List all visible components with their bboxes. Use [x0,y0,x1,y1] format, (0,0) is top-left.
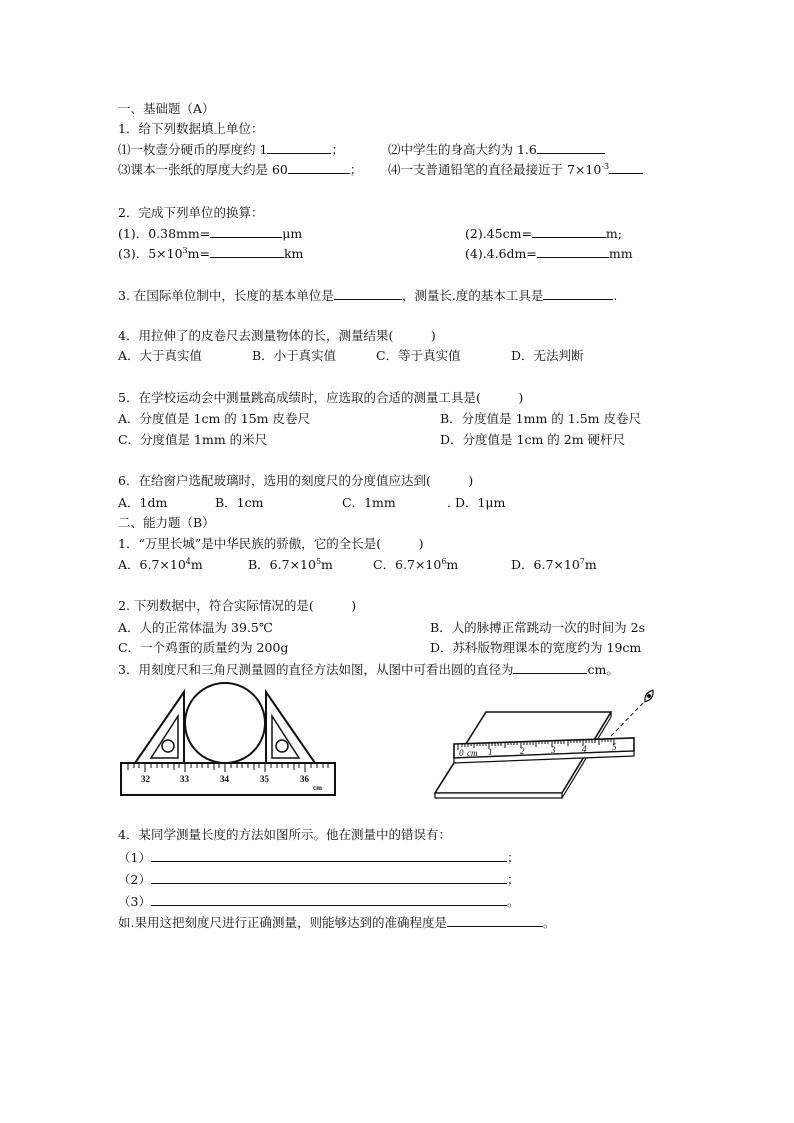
qb4-blank4[interactable] [447,914,543,927]
qb2-option-c: C．一个鸡蛋的质量约为 200g [118,640,289,655]
q2-b-blank[interactable] [532,225,606,238]
qb2-stem: 2. 下列数据中，符合实际情况的是( ) [118,598,357,613]
q3-blank2[interactable] [543,287,613,300]
qb4-stem: 4．某同学测量长度的方法如图所示。他在测量中的错误有： [118,827,451,842]
q2-b: (2).45cm= m; [465,226,622,241]
tick-35: 35 [260,774,269,784]
q4-option-c: C．等于真实值 [376,348,461,363]
section-b-title: 二、能力题（B） [118,515,215,530]
qb4-blank2[interactable] [151,871,507,884]
q4-option-a: A．大于真实值 [118,348,203,363]
qb4-blank1[interactable] [151,849,507,862]
q2-d-blank[interactable] [537,245,609,258]
ruler-measurement-figure [428,686,658,801]
q4-option-d: D．无法判断 [511,348,584,363]
q5-option-b: B．分度值是 1mm 的 1.5m 皮卷尺 [440,411,641,426]
tick-32: 32 [141,774,150,784]
q5-stem: 5．在学校运动会中测量跳高成绩时，应选取的合适的测量工具是( ) [118,390,524,405]
q1-p2: ⑵中学生的身高大约为 1.6 [388,142,537,157]
q6-option-a: A．1dm [118,495,168,510]
q1-p1-blank[interactable] [267,141,331,154]
q5-option-a: A．分度值是 1cm 的 15m 皮卷尺 [118,411,310,426]
left-set-square [135,692,184,763]
q5-option-d: D．分度值是 1cm 的 2m 硬杆尺 [440,432,626,447]
measured-circle [185,683,265,763]
q1-p4-blank[interactable] [609,161,643,174]
q2-d: (4).4.6dm= mm [465,246,633,261]
q4-option-b: B．小于真实值 [252,348,337,363]
sight-line [611,698,648,736]
qb2-option-b: B．人的脉搏正常跳动一次的时间为 2s [430,620,646,635]
q6-stem: 6．在给窗户选配玻璃时，选用的刻度尺的分度值应达到( ) [118,473,474,488]
q4-stem: 4．用拉伸了的皮卷尺去测量物体的长，测量结果( ) [118,328,436,343]
q5-option-c: C．分度值是 1mm 的米尺 [118,432,268,447]
qb4-line3: （3） 。 [118,894,520,909]
right-set-square [266,692,315,763]
unit-cm: cm [313,784,322,792]
qb4-line2: （2） ； [118,872,520,887]
section-a-title: 一、基础题（A） [118,101,215,116]
qb3-blank[interactable] [513,661,587,674]
circle-diameter-figure [120,682,338,798]
qb1-option-b: B．$6.7\times 10^5m$ [248,556,333,572]
q2-c: (3)．$5\times 10^3m=$ km [118,245,304,261]
tick-34: 34 [220,774,229,784]
q1-row1: ⑴一枚壹分硬币的厚度约 1 ； [118,142,344,157]
qb1-stem: 1．“万里长城”是中华民族的骄傲，它的全长是( ) [118,536,424,551]
q2-c-blank[interactable] [210,245,284,258]
q1-p3-blank[interactable] [288,161,350,174]
qb4-blank3[interactable] [151,893,507,906]
ruler-tick-2: 2 [520,746,525,756]
q1-p4: ⑷一支普通铅笔的直径最接近于 7×10 [388,162,602,177]
q1-stem: 1．给下列数据填上单位： [118,121,264,136]
q6-option-c: C．1mm [342,495,396,510]
qb3: 3．用刻度尺和三角尺测量圆的直径方法如图，从图中可看出圆的直径为 cm。 [118,662,619,677]
qb2-option-d: D．苏科版物理课本的宽度约为 19cm [430,640,642,655]
q2-stem: 2．完成下列单位的换算： [118,205,264,220]
qb1-option-d: D．$6.7\times 10^7m$ [511,556,597,572]
ruler-tick-1: 1 [488,747,493,757]
q6-option-b: B．1cm [215,495,264,510]
tick-36: 36 [300,774,309,784]
ruler-tick-0: 0 [459,748,464,758]
q3-blank1[interactable] [334,287,402,300]
ruler-tick-5: 5 [612,742,617,752]
eye-icon [643,689,656,704]
q3: 3. 在国际单位制中，长度的基本单位是 ，测量长.度的基本工具是 . [118,288,618,303]
ruler-tick-3: 3 [551,745,556,755]
qb1-option-a: A．$6.7\times 10^4m$ [118,556,203,572]
q1-p2-blank[interactable] [537,141,605,154]
ruler-tick-4: 4 [582,744,587,754]
q1-row1b [388,141,605,158]
q2-a-blank[interactable] [210,225,282,238]
q1-row2b: ⑷一支普通铅笔的直径最接近于 $7\times 10^{-3}$ [388,161,643,178]
q1-p3: ⑶课本一张纸的厚度大约是 60 [118,162,288,177]
q6-option-d: . D．1μm [447,495,506,510]
q1-row2: ⑶课本一张纸的厚度大约是 60 ； [118,162,363,177]
q1-p1: ⑴一枚壹分硬币的厚度约 1 [118,142,268,157]
qb4-last: 如.果用这把刻度尺进行正确测量，则能够达到的准确程度是 。 [118,915,556,930]
qb4-line1: （1） ； [118,850,520,865]
tick-33: 33 [180,774,189,784]
qb2-option-a: A．人的正常体温为 39.5℃ [118,620,273,635]
qb1-option-c: C．$6.7\times 10^6m$ [373,556,459,572]
q2-a: (1)．0.38mm= μm [118,226,303,241]
ruler-unit-cm: cm [467,748,478,758]
